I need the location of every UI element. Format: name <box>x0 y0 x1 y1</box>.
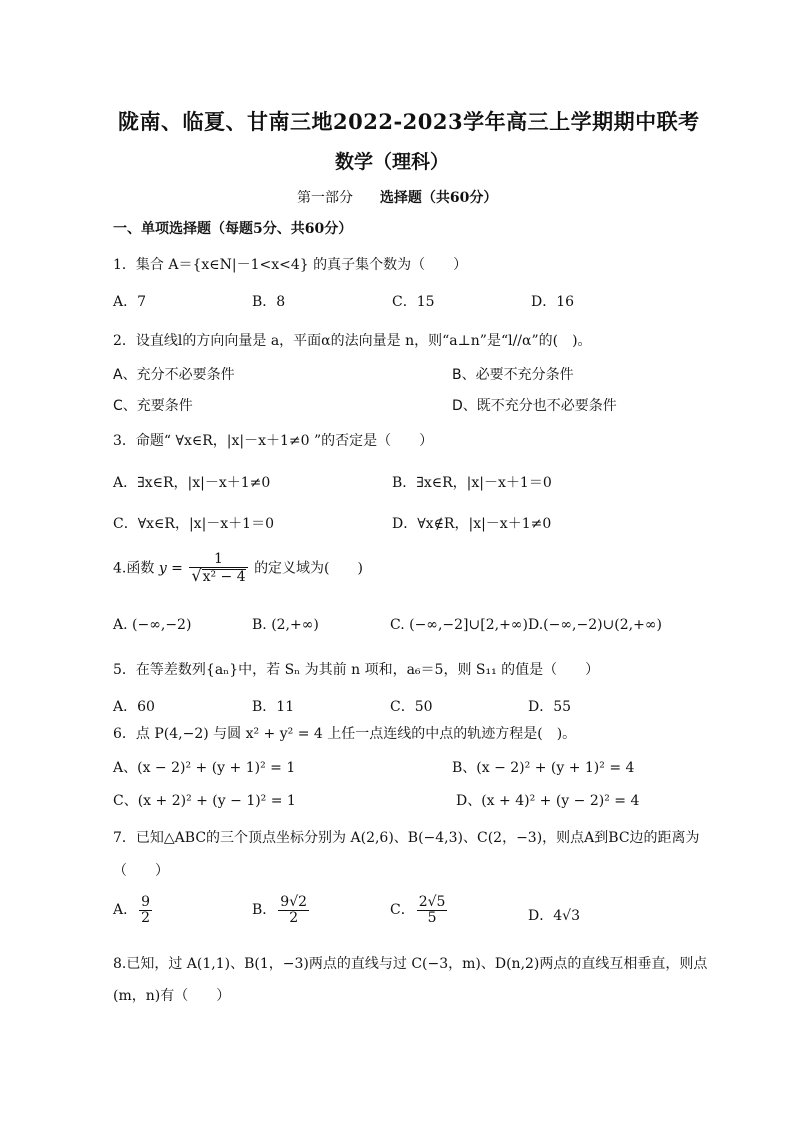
question-7-option-c-label: C． <box>390 902 415 919</box>
document-title: 陇南、临夏、甘南三地2022-2023学年高三上学期期中联考 <box>118 109 700 134</box>
question-8-stem-line-1: 8.已知，过 A(1,1)、B(1，−3)两点的直线与过 C(−3，m)、D(n,2)两点的直线互相垂直，则点 <box>113 956 708 972</box>
question-7-option-d <box>528 905 580 925</box>
question-7-option-b-label: B． <box>252 902 277 919</box>
question-7-option-a-denominator: 2 <box>141 909 151 926</box>
question-7-option-a-numerator: 9 <box>141 894 151 910</box>
part-heading <box>297 187 497 207</box>
question-7-option-c-denominator: 5 <box>427 909 437 926</box>
question-4-fraction <box>189 552 247 584</box>
question-4-option-d: D.(−∞,−2)∪(2,+∞) <box>528 617 662 633</box>
question-4-denominator: x² − 4 <box>202 568 246 585</box>
question-7-option-a-label: A． <box>113 902 138 919</box>
question-4-stem <box>113 552 363 584</box>
question-7-option-c-numerator: 2√5 <box>418 894 446 910</box>
question-4-stem-prefix: 4.函数 <box>113 560 155 577</box>
question-3-option-c: C．∀x∈R，|x|－x＋1＝0 <box>113 516 274 532</box>
question-4-option-c: C. (−∞,−2]∪[2,+∞) <box>390 617 528 633</box>
question-6-option-c: C、(x + 2)² + (y − 1)² = 1 <box>113 793 296 809</box>
question-1-option-b: B．8 <box>252 294 286 310</box>
question-5-option-c: C．50 <box>390 699 433 715</box>
question-6-option-d: D、(x + 4)² + (y − 2)² = 4 <box>456 793 640 809</box>
document-subtitle: 数学（理科） <box>335 151 450 173</box>
question-3-option-a: A．∃x∈R，|x|－x＋1≠0 <box>113 475 271 491</box>
question-6-option-b: B、(x − 2)² + (y + 1)² = 4 <box>452 760 635 776</box>
question-7-option-c-fraction <box>417 895 448 925</box>
question-7-option-d-label: D． <box>528 908 554 924</box>
question-4-function-lhs: y = <box>158 560 183 577</box>
question-2-option-a: A、充分不必要条件 <box>113 367 235 383</box>
question-3-option-d: D．∀x∉R，|x|－x＋1≠0 <box>392 516 552 532</box>
question-7-option-b <box>252 895 311 925</box>
sqrt-icon: √ <box>191 565 202 585</box>
question-8-stem-line-2: (m，n)有（ ） <box>113 988 231 1004</box>
question-2-option-c: C、充要条件 <box>113 398 193 414</box>
question-2-option-b: B、必要不充分条件 <box>452 367 574 383</box>
part-subtitle: 选择题（共60分） <box>379 190 498 206</box>
question-1-option-c: C．15 <box>392 294 435 310</box>
question-7-stem-line-2: （ ） <box>113 863 169 879</box>
section-heading: 一、单项选择题（每题5分、共60分） <box>113 221 353 237</box>
question-7-option-b-denominator: 2 <box>289 909 299 926</box>
question-4-stem-suffix: 的定义域为( ) <box>254 560 363 577</box>
question-7-option-a <box>113 895 154 925</box>
question-2-option-d: D、既不充分也不必要条件 <box>452 398 617 414</box>
question-5-option-b: B．11 <box>252 699 295 715</box>
question-7-option-c <box>390 895 449 925</box>
question-1-option-a: A．7 <box>113 294 147 310</box>
question-4-numerator: 1 <box>189 552 247 568</box>
question-7-option-b-fraction <box>278 895 309 925</box>
question-4-option-a: A. (−∞,−2) <box>113 617 192 633</box>
question-5-option-a: A．60 <box>113 699 155 715</box>
question-7-option-a-fraction <box>139 895 152 925</box>
question-3-option-b: B．∃x∈R，|x|－x＋1＝0 <box>392 475 552 491</box>
question-1-option-d: D．16 <box>531 294 575 310</box>
part-title: 第一部分 <box>297 190 353 206</box>
question-6-option-a: A、(x − 2)² + (y + 1)² = 1 <box>113 760 296 776</box>
question-1-stem: 1．集合 A＝{x∈N|－1<x<4} 的真子集个数为（ ） <box>113 257 468 273</box>
question-7-option-b-numerator: 9√2 <box>280 894 308 910</box>
question-3-stem: 3．命题“ ∀x∈R，|x|－x＋1≠0 ”的否定是（ ） <box>113 433 434 449</box>
question-2-stem: 2．设直线l的方向向量是 a，平面α的法向量是 n，则“a⊥n”是“l//α”的( )。 <box>113 333 592 349</box>
question-4-option-b: B. (2,+∞) <box>252 617 319 633</box>
question-7-option-d-value: 4√3 <box>553 908 580 924</box>
question-5-option-d: D．55 <box>528 699 572 715</box>
question-6-stem: 6．点 P(4,−2) 与圆 x² + y² = 4 上任一点连线的中点的轨迹方程是( )。 <box>113 726 577 742</box>
question-5-stem: 5．在等差数列{aₙ}中，若 Sₙ 为其前 n 项和，a₆＝5，则 S₁₁ 的值是（ ） <box>113 662 600 678</box>
question-7-stem-line-1: 7．已知△ABC的三个顶点坐标分别为 A(2,6)、B(−4,3)、C(2，−3)，则点A到BC边的距离为 <box>113 830 700 846</box>
